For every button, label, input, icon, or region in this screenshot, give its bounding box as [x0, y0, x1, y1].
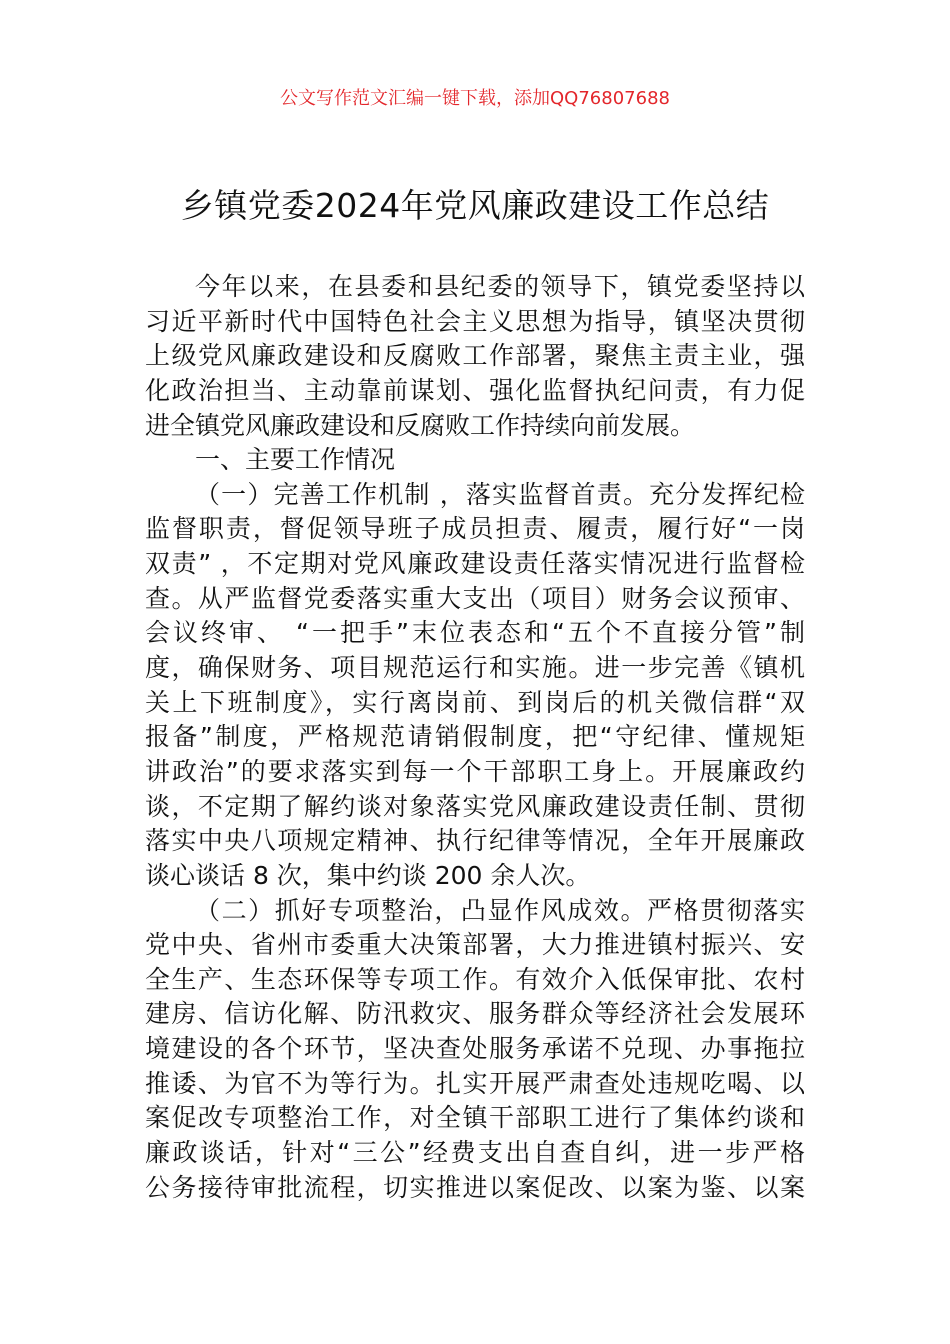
section-heading: 一、主要工作情况 — [195, 445, 396, 475]
paragraph-line: （一）完善工作机制 ，落实监督首责。充分发挥纪检 — [195, 479, 805, 509]
document-title: 乡镇党委2024年党风廉政建设工作总结 — [180, 186, 770, 225]
paragraph-line: 廉政谈话，针对“三公”经费支出自查自纠，进一步严格 — [145, 1138, 805, 1168]
paragraph-line: 上级党风廉政建设和反腐败工作部署，聚焦主责主业，强 — [145, 341, 805, 371]
paragraph-line: 关上下班制度》，实行离岗前、到岗后的机关微信群“双 — [145, 687, 805, 717]
paragraph-line: 监督职责，督促领导班子成员担责、履责，履行好“一岗 — [145, 514, 805, 544]
paragraph-line: 讲政治”的要求落实到每一个干部职工身上。开展廉政约 — [145, 756, 805, 786]
paragraph-line: 落实中央八项规定精神、执行纪律等情况，全年开展廉政 — [145, 826, 805, 856]
paragraph-line: 党中央、省州市委重大决策部署，大力推进镇村振兴、安 — [145, 930, 805, 960]
paragraph-line: 会议终审、 “一把手”末位表态和“五个不直接分管”制 — [145, 618, 805, 648]
paragraph-line: 双责” ，不定期对党风廉政建设责任落实情况进行监督检 — [145, 549, 805, 579]
paragraph-line: 今年以来，在县委和县纪委的领导下，镇党委坚持以 — [195, 272, 805, 301]
paragraph-line: 案促改专项整治工作，对全镇干部职工进行了集体约谈和 — [145, 1103, 805, 1133]
paragraph-line: 谈，不定期了解约谈对象落实党风廉政建设责任制、贯彻 — [145, 791, 805, 821]
paragraph-line: 报备”制度，严格规范请销假制度，把“守纪律、懂规矩 — [145, 722, 805, 752]
document-body — [145, 270, 805, 1205]
paragraph-line: 推诿、为官不为等行为。扎实开展严肃查处违规吃喝、以 — [145, 1068, 805, 1098]
paragraph-line: 公务接待审批流程，切实推进以案促改、以案为鉴、以案 — [145, 1172, 805, 1202]
paragraph-line: 习近平新时代中国特色社会主义思想为指导，镇坚决贯彻 — [145, 306, 805, 336]
paragraph-line: 度，确保财务、项目规范运行和实施。进一步完善《镇机 — [145, 653, 805, 683]
paragraph-line: 建房、信访化解、防汛救灾、服务群众等经济社会发展环 — [145, 999, 805, 1029]
paragraph-line: 进全镇党风廉政建设和反腐败工作持续向前发展。 — [145, 410, 696, 440]
paragraph-line: 谈心谈话 8 次，集中约谈 200 余人次。 — [145, 860, 591, 890]
watermark-header: 公文写作范文汇编一键下载，添加QQ76807688 — [280, 88, 670, 109]
paragraph-line: 查。从严监督党委落实重大支出（项目）财务会议预审、 — [145, 583, 805, 613]
paragraph-line: 全生产、生态环保等专项工作。有效介入低保审批、农村 — [145, 964, 805, 994]
paragraph-line: （二）抓好专项整治，凸显作风成效。严格贯彻落实 — [195, 895, 805, 925]
paragraph-line: 化政治担当、主动靠前谋划、强化监督执纪问责，有力促 — [145, 375, 805, 405]
paragraph-line: 境建设的各个环节，坚决查处服务承诺不兑现、办事拖拉 — [145, 1034, 805, 1064]
